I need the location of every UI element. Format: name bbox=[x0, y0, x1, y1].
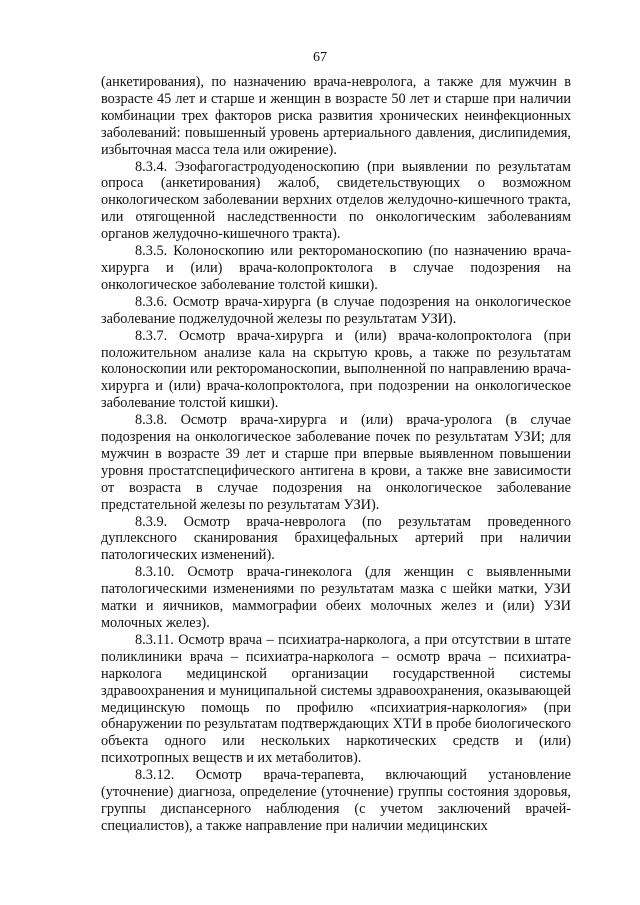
paragraph-8-3-10: 8.3.10. Осмотр врача-гинеколога (для женщин с выявленными патологическими изменениями по результатам мазка с шейки матки, УЗИ матки и яичников, маммографии обеих молочных желез и (или) УЗИ молочных желез). bbox=[101, 564, 571, 631]
paragraph-8-3-6: 8.3.6. Осмотр врача-хирурга (в случае подозрения на онкологическое заболевание поджелудочной железы по результатам УЗИ). bbox=[101, 293, 571, 327]
paragraph-8-3-4: 8.3.4. Эзофагогастродуоденоскопию (при выявлении по результатам опроса (анкетирования) жалоб, свидетельствующих о возможном онкологическом заболевании верхних отделов желудочно-кишечного тракта, или отягощенной наследственности по онкологическим заболеваниям органов желудочно-кишечного тракта). bbox=[101, 158, 571, 243]
paragraph-8-3-12: 8.3.12. Осмотр врача-терапевта, включающий установление (уточнение) диагноза, определение (уточнение) группы состояния здоровья, группы диспансерного наблюдения (с учетом заключений врачей-специалистов), а также направление при наличии медицинских bbox=[101, 767, 571, 834]
paragraph-8-3-8: 8.3.8. Осмотр врача-хирурга и (или) врача-уролога (в случае подозрения на онкологическое заболевание почек по результатам УЗИ; для мужчин в возрасте 39 лет и старше при впервые выявленном повышении уровня простатспецифического антигена в крови, а также вне зависимости от возраста в случае подозрения на онкологическое заболевание предстательной железы по результатам УЗИ). bbox=[101, 412, 571, 513]
paragraph-continuation: (анкетирования), по назначению врача-невролога, а также для мужчин в возрасте 45 лет и старше и женщин в возрасте 50 лет и старше при наличии комбинации трех факторов риска развития хронических неинфекционных заболеваний: повышенный уровень артериального давления, дислипидемия, избыточная масса тела или ожирение). bbox=[101, 74, 571, 158]
paragraph-8-3-5: 8.3.5. Колоноскопию или ректороманоскопию (по назначению врача-хирурга и (или) врача-колопроктолога в случае подозрения на онкологическое заболевание толстой кишки). bbox=[101, 243, 571, 293]
paragraph-8-3-9: 8.3.9. Осмотр врача-невролога (по результатам проведенного дуплексного сканирования брахицефальных артерий при наличии патологических изменений). bbox=[101, 513, 571, 564]
paragraph-8-3-7: 8.3.7. Осмотр врача-хирурга и (или) врача-колопроктолога (при положительном анализе кала на скрытую кровь, а также по результатам колоноскопии или ректороманоскопии, выполненной по направлению врача-хирурга и (или) врача-колопроктолога, при подозрении на онкологическое заболевание толстой кишки). bbox=[101, 327, 571, 412]
paragraph-8-3-11: 8.3.11. Осмотр врача – психиатра-нарколога, а при отсутствии в штате поликлиники врача – психиатра-нарколога – осмотр врача – психиатра-нарколога медицинской организации государственной системы здравоохранения и муниципальной системы здравоохранения, оказывающей медицинскую помощь по профилю «психиатрия-наркология» (при обнаружении по результатам подтверждающих ХТИ в пробе биологического объекта одного или нескольких наркотических средств и (или) психотропных веществ и их метаболитов). bbox=[101, 631, 571, 767]
page-body bbox=[101, 74, 571, 835]
page-number: 67 bbox=[313, 50, 327, 65]
